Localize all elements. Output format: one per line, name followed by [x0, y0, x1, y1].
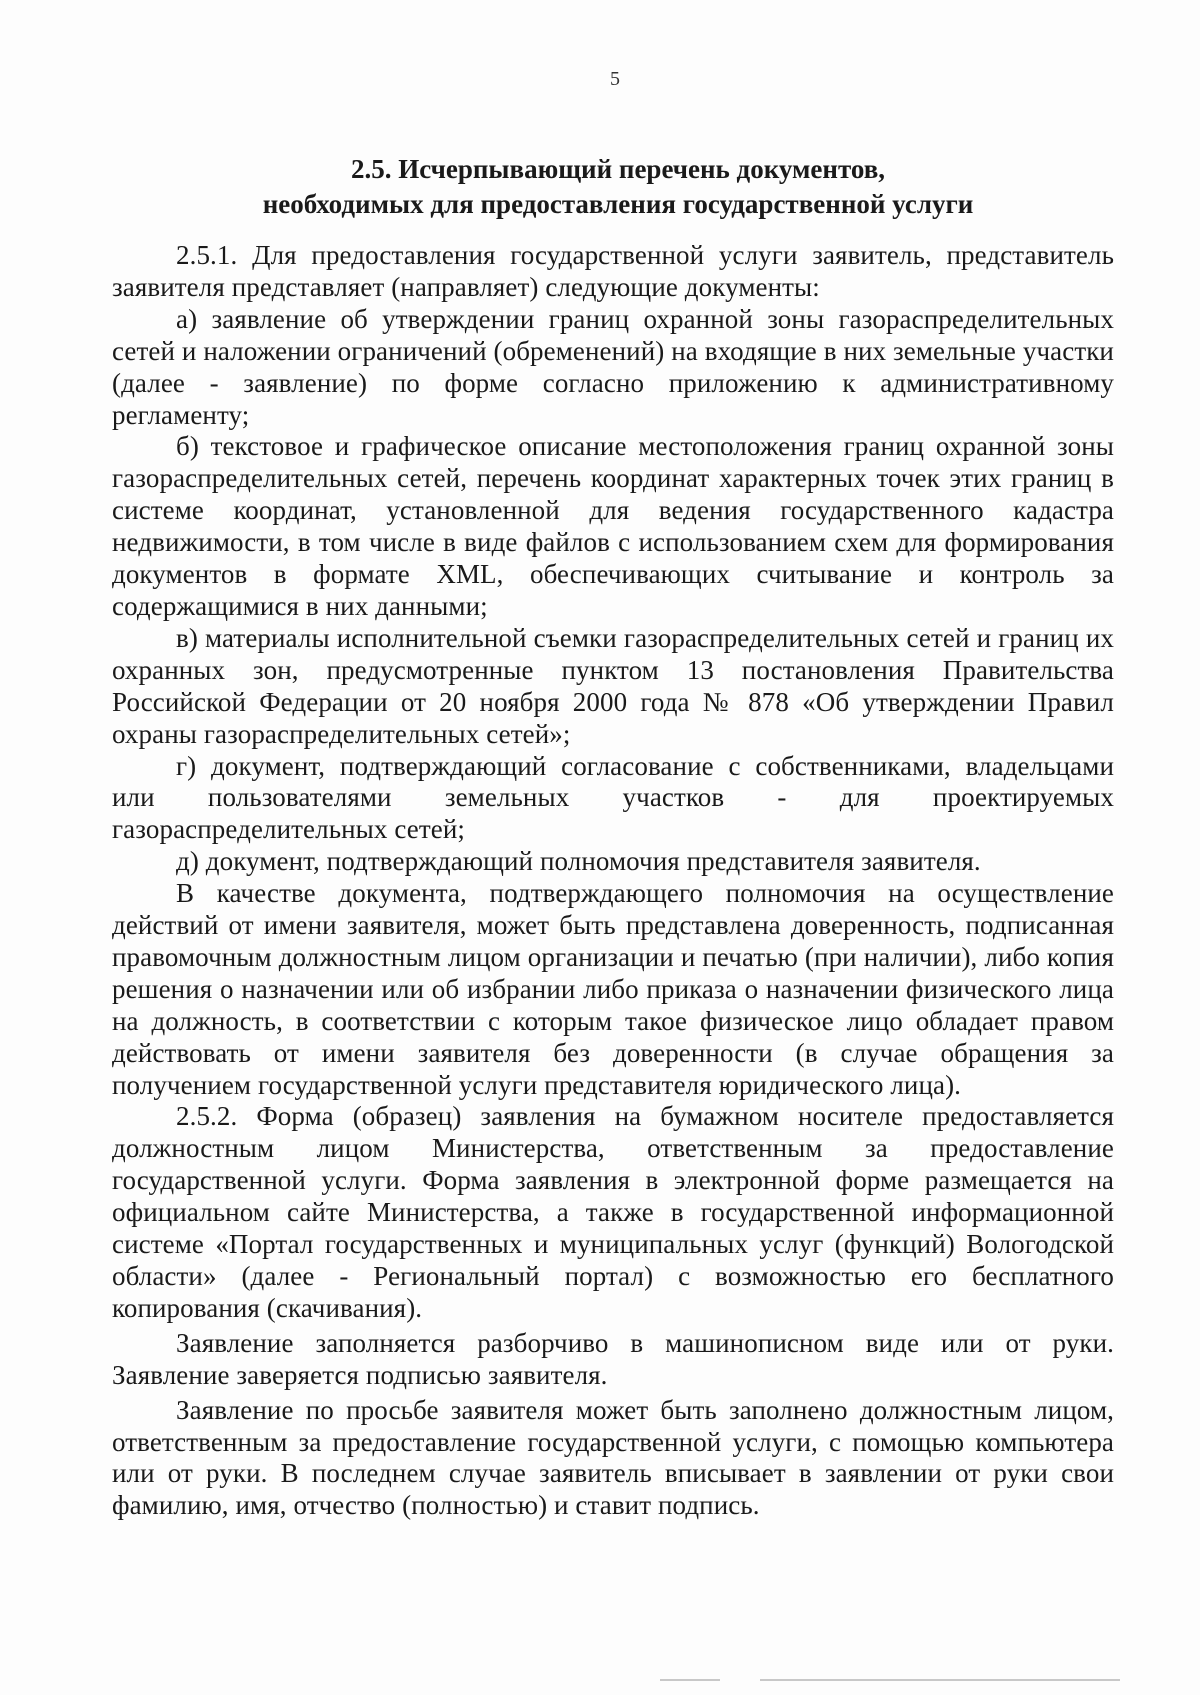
paragraph-2-5-1: 2.5.1. Для предоставления государственной услуги заявитель, представитель заявителя представляет (направляет) следующие документы: — [112, 240, 1114, 302]
list-item-a: а) заявление об утверждении границ охранной зоны газораспределительных сетей и наложении ограничений (обременений) на входящие в них земельные участки (далее - заявление) по форме согласно приложению к административному регламенту; — [112, 303, 1114, 430]
heading-line-2: необходимых для предоставления государственной услуги — [262, 189, 974, 219]
list-item-d: д) документ, подтверждающий полномочия представителя заявителя. — [176, 846, 981, 877]
heading-line-1: 2.5. Исчерпывающий перечень документов, — [350, 154, 886, 184]
scan-artifact-line — [660, 1679, 720, 1681]
section-heading — [112, 152, 1124, 222]
page-number: 5 — [610, 68, 620, 90]
document-body — [112, 240, 1114, 1522]
paragraph-fill-by-official: Заявление по просьбе заявителя может быть заполнено должностным лицом, ответственным за предоставление государственной услуги, с помощью компьютера или от руки. В последнем случае заявитель вписывает в заявлении от руки свои фамилию, имя, отчество (полностью) и ставит подпись. — [112, 1394, 1114, 1521]
list-item-g: г) документ, подтверждающий согласование с собственниками, владельцами или пользователями земельных участков - для проектируемых газораспределительных сетей; — [112, 750, 1114, 845]
paragraph-2-5-2: 2.5.2. Форма (образец) заявления на бумажном носителе предоставляется должностным лицом Министерства, ответственным за предоставление государственной услуги. Форма заявления в электронной форме размещается на официальном сайте Министерства, а также в государственной информационной системе «Портал государственных и муниципальных услуг (функций) Вологодской области» (далее - Региональный портал) с возможностью его бесплатного копирования (скачивания). — [112, 1101, 1114, 1323]
scan-artifact-line — [760, 1679, 1120, 1681]
list-item-b: б) текстовое и графическое описание местоположения границ охранной зоны газораспределительных сетей, перечень координат характерных точек этих границ в системе координат, установленной для ведения государственного кадастра недвижимости, в том числе в виде файлов с использованием схем для формирования документов в формате XML, обеспечивающих считывание и контроль за содержащимися в них данными; — [112, 431, 1114, 621]
paragraph-fill-rules: Заявление заполняется разборчиво в машинописном виде или от руки. Заявление заверяется подписью заявителя. — [112, 1327, 1114, 1390]
paragraph-authority-document: В качестве документа, подтверждающего полномочия на осуществление действий от имени заявителя, может быть представлена доверенность, подписанная правомочным должностным лицом организации и печатью (при наличии), либо копия решения о назначении или об избрании либо приказа о назначении физического лица на должность, в соответствии с которым такое физическое лицо обладает правом действовать от имени заявителя без доверенности (в случае обращения за получением государственной услуги представителя юридического лица). — [112, 878, 1114, 1100]
list-item-v: в) материалы исполнительной съемки газораспределительных сетей и границ их охранных зон, предусмотренные пунктом 13 постановления Правительства Российской Федерации от 20 ноября 2000 года № 878 «Об утверждении Правил охраны газораспределительных сетей»; — [112, 622, 1114, 749]
